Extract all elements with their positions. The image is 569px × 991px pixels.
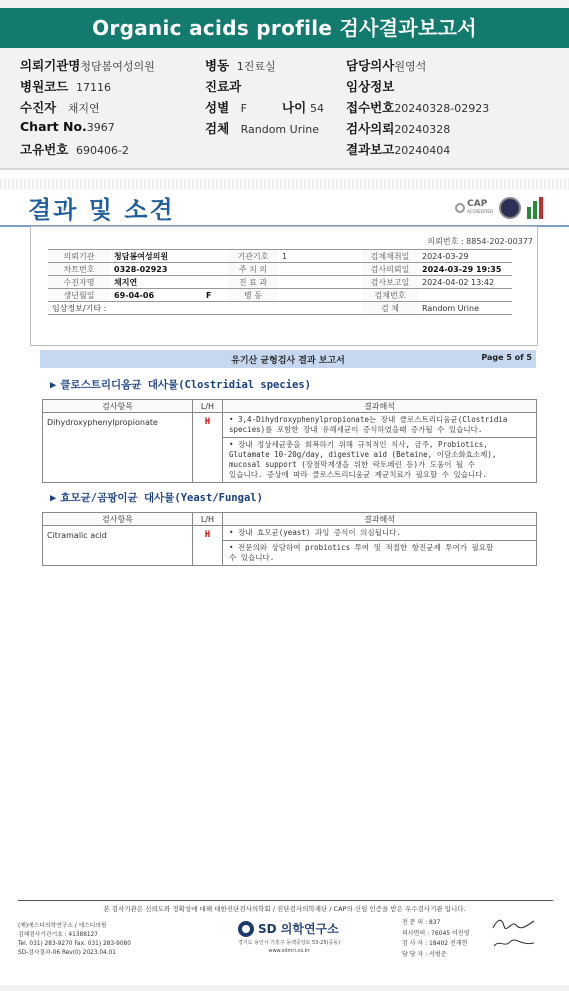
lab-contact: (재)에스디의학연구소 / 에스디의원 검체검사기관기호 : 41388127 Tel. 031) 283-9270 Fax. 031) 283-9080 SD-검사결과-06 Rev(0) 2023.04.01: [18, 923, 131, 956]
accreditation-logos: [455, 194, 547, 222]
lab-brand: SD 의학연구소 경기도 용인시 기흥구 동백중앙로 53-25(중동) www.sdmri.co.kr: [238, 922, 341, 954]
report-title-bar: [0, 8, 569, 48]
test-item: Citramalic acid: [43, 526, 193, 566]
report-bar-title: 유기산 균형검사 결과 보고서: [231, 356, 345, 366]
info-age: 나이 54: [282, 100, 324, 115]
info-unique-no: 고유번호 690406-2: [20, 142, 129, 157]
table-row: 의뢰기관 청담봄여성의원 기관기호 1 검체채취일 2024-03-29: [48, 250, 512, 263]
results-heading: 결과 및 소견: [28, 196, 175, 224]
page-indicator: Page 5 of 5: [481, 353, 532, 362]
decorative-band: [0, 178, 569, 190]
info-specimen: 검체 Random Urine: [205, 121, 320, 136]
registration-number: 의뢰번호 : 8854-202-00377: [427, 237, 533, 246]
table-header-row: 검사항목 L/H 결과해석: [43, 400, 537, 413]
signature-icon: [490, 936, 538, 950]
signature-icon: [490, 916, 538, 932]
table-row: 임상정보/기타 : 검 체 Random Urine: [48, 302, 512, 315]
triangle-right-icon: ▶: [50, 492, 57, 504]
sd-logo-icon: [238, 921, 254, 937]
table-row: [43, 526, 537, 541]
high-flag: H: [193, 413, 223, 483]
patient-table: [48, 249, 512, 315]
results-table-yeast: [42, 512, 537, 566]
table-header-row: 검사항목 L/H 결과해석: [43, 513, 537, 526]
info-row: [20, 119, 560, 137]
info-sex: 성별 F: [205, 100, 247, 115]
signatories: 전 문 의 : 837 의사면허 : 76045 이진영 검 사 자 : 18402 전재현 담 당 자 : 서범준: [402, 919, 470, 958]
info-department: 진료과: [205, 79, 242, 94]
info-institution: 의뢰기관명청담봄여성의원: [20, 58, 155, 73]
info-accession: 접수번호20240328-02923: [346, 100, 490, 115]
table-row: 수진자명 채지연 진 료 과 검사보고일 2024-04-02 13:42: [48, 276, 512, 289]
cap-circle-icon: [455, 203, 465, 213]
interpretation: • 3,4-Dihydroxyphenylpropionate는 장내 클로스트리디움균(Clostridia species)를 포함한 장내 유해세균이 증식하였을때 증가될 수 있습니다.: [223, 413, 537, 438]
table-row: [43, 413, 537, 438]
table-row: 차트번호 0328-02923 주 치 의 검사의뢰일 2024-03-29 19:35: [48, 263, 512, 276]
table-row: 생년월일 69-04-06 F 병 동 검체번호: [48, 289, 512, 302]
cap-logo: CAP ACCREDITED: [455, 200, 493, 216]
test-item: Dihydroxyphenylpropionate: [43, 413, 193, 483]
interpretation: • 장내 효모균(yeast) 과잉 증식이 의심됩니다.: [223, 526, 537, 541]
results-table-clostridia: [42, 399, 537, 483]
seal-icon: [499, 197, 521, 219]
info-patient: 수진자 채지연: [20, 100, 100, 115]
info-doctor: 담당의사원영석: [346, 58, 427, 73]
info-clinical: 임상정보: [346, 79, 395, 94]
high-flag: H: [193, 526, 223, 566]
triangle-right-icon: ▶: [50, 379, 57, 391]
section-title-clostridia: ▶ 클로스트리디움균 대사물(Clostridial species): [50, 379, 311, 391]
interpretation: • 장내 정상세균총을 회복하기 위해 규칙적인 식사, 금주, Probiotics, Glutamate 10-20g/day, digestive aid (Betaine, 이담소화효소제), mucosal support (장점막재생을 위한 락토페린 등)가 도움이 될 수 있습니다. 증상에 따라 클로스트리디움균 제균치료가 필요할 수 있습니다.: [223, 438, 537, 483]
lab-logo-icon: [527, 197, 547, 219]
info-hospital-code: 병원코드 17116: [20, 79, 111, 94]
info-row: [20, 77, 560, 95]
report-title: Organic acids profile 검사결과보고서: [92, 16, 477, 40]
scanned-report-page: [0, 170, 569, 985]
info-chart-no: Chart No.3967: [20, 119, 115, 134]
info-row: [20, 140, 560, 158]
info-report-date: 결과보고20240404: [346, 142, 451, 157]
accreditation-note: 본 검사기관은 신뢰도와 정확성에 대해 대한진단검사의학회 / 진단검사의학재단 / CAP의 신임 인증을 받은 우수검사기관 입니다.: [103, 905, 466, 913]
info-row: [20, 56, 560, 74]
info-row: [20, 98, 560, 116]
info-ward: 병동 1진료실: [205, 58, 276, 73]
section-title-yeast: ▶ 효모균/곰팡이균 대사물(Yeast/Fungal): [50, 492, 263, 504]
interpretation: • 전문의와 상담하여 probiotics 투여 및 적절한 항진균제 투여가 필요할 수 있습니다.: [223, 541, 537, 566]
footer-rule: [18, 900, 553, 901]
info-request-date: 검사의뢰20240328: [346, 121, 451, 136]
report-section-bar: [40, 350, 536, 368]
